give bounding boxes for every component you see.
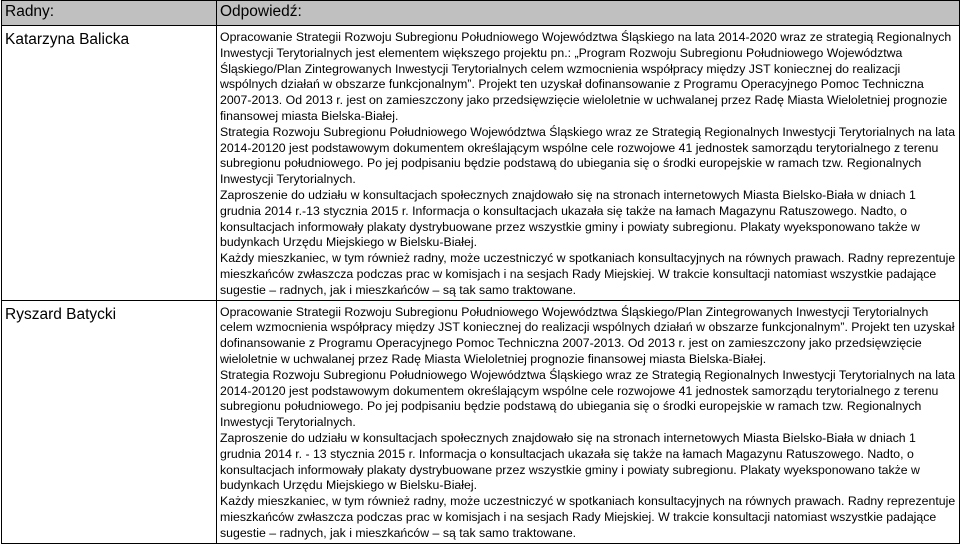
answer-paragraph: Zaproszenie do udziału w konsultacjach społecznych znajdowało się na stronach internetowych Miasta Bielsko-Biała w dniach 1 grudnia 2014 r.-13 stycznia 2015 r. Informacja o konsultacjach ukazała się także na łamach Magazynu Ratuszowego. Nadto, o konsultacjach informowały plakaty dystrybuowane przez wszystkie gminy i powiaty subregionu. Plakaty wyeksponowano także w budynkach Urzędu Miejskiego w Bielsku-Białej. <box>220 187 920 250</box>
table-row <box>2 26 960 301</box>
answer-column-header: Odpowiedź: <box>217 1 960 26</box>
answer-paragraph: Zaproszenie do udziału w konsultacjach społecznych znajdowało się na stronach internetowych Miasta Bielsko-Biała w dniach 1 grudnia 2014 r. - 13 stycznia 2015 r. Informacja o konsultacjach ukazała się także na łamach Magazynu Ratuszowego. Nadto, o konsultacjach informowały plakaty dystrybuowane przez wszystkie gminy i powiaty subregionu. Plakaty wyeksponowano także w budynkach Urzędu Miejskiego w Bielsku-Białej. <box>220 430 920 493</box>
table-header-row <box>2 1 960 26</box>
answers-table <box>1 0 960 544</box>
councillor-name: Ryszard Batycki <box>2 300 217 543</box>
answer-paragraph: Każdy mieszkaniec, w tym również radny, może uczestniczyć w spotkaniach konsultacyjnych na równych prawach. Radny reprezentuje mieszkańców zwłaszcza podczas prac w komisjach i na sesjach Rady Miejskiej. W trakcie konsultacji natomiast wszystkie padające sugestie – radnych, jak i mieszkańców – są tak samo traktowane. <box>220 251 956 297</box>
answer-paragraph: Każdy mieszkaniec, w tym również radny, może uczestniczyć w spotkaniach konsultacyjnych na równych prawach. Radny reprezentuje mieszkańców zwłaszcza podczas prac w komisjach i na sesjach Rady Miejskiej. W trakcie konsultacji natomiast wszystkie padające sugestie – radnych, jak i mieszkańców – są tak samo traktowane. <box>220 494 956 540</box>
answer-paragraph: Opracowanie Strategii Rozwoju Subregionu Południowego Województwa Śląskiego/Plan Zintegrowanych Inwestycji Terytorialnych celem wzmocnienia współpracy między JST koniecznej do realizacji wspólnych działań w obszarze funkcjonalnym”. Projekt ten uzyskał dofinansowanie z Programu Operacyjnego Pomoc Techniczna 2007-2013. Od 2013 r. jest on zamieszczony jako przedsięwzięcie wieloletnie w uchwalanej przez Radę Miasta Wieloletniej prognozie finansowej miasta Bielska-Białej. <box>220 304 955 366</box>
answer-cell <box>217 300 960 543</box>
answer-paragraph: Opracowanie Strategii Rozwoju Subregionu Południowego Województwa Śląskiego na lata 2014-2020 wraz ze strategią Regionalnych Inwestycji Terytorialnych jest elementem większego projektu pn.: „Program Rozwoju Subregionu Południowego Województwa Śląskiego/Plan Zintegrowanych Inwestycji Terytorialnych celem wzmocnienia współpracy między JST koniecznej do realizacji wspólnych działań w obszarze funkcjonalnym”. Projekt ten uzyskał dofinansowanie z Programu Operacyjnego Pomoc Techniczna 2007-2013. Od 2013 r. jest on zamieszczony jako przedsięwzięcie wieloletnie w uchwalanej przez Radę Miasta Wieloletniej prognozie finansowej miasta Bielska-Białej. <box>220 30 952 123</box>
answer-paragraph: Strategia Rozwoju Subregionu Południowego Województwa Śląskiego wraz ze Strategią Regionalnych Inwestycji Terytorialnych na lata 2014-20120 jest podstawowym dokumentem określającym wspólne cele rozwojowe 41 jednostek samorządu terytorialnego z terenu subregionu południowego. Po jej podpisaniu będzie podstawą do ubiegania się o środki europejskie w ramach tzw. Regionalnych Inwestycji Terytorialnych. <box>220 124 956 187</box>
answer-cell <box>217 26 960 301</box>
table-row <box>2 300 960 543</box>
councillor-name: Katarzyna Balicka <box>2 26 217 301</box>
councillor-column-header: Radny: <box>2 1 217 26</box>
answer-paragraph: Strategia Rozwoju Subregionu Południowego Województwa Śląskiego wraz ze Strategią Regionalnych Inwestycji Terytorialnych na lata 2014-20120 jest podstawowym dokumentem określającym wspólne cele rozwojowe 41 jednostek samorządu terytorialnego z terenu subregionu południowego. Po jej podpisaniu będzie podstawą do ubiegania się o środki europejskie w ramach tzw. Regionalnych Inwestycji Terytorialnych. <box>220 367 956 430</box>
